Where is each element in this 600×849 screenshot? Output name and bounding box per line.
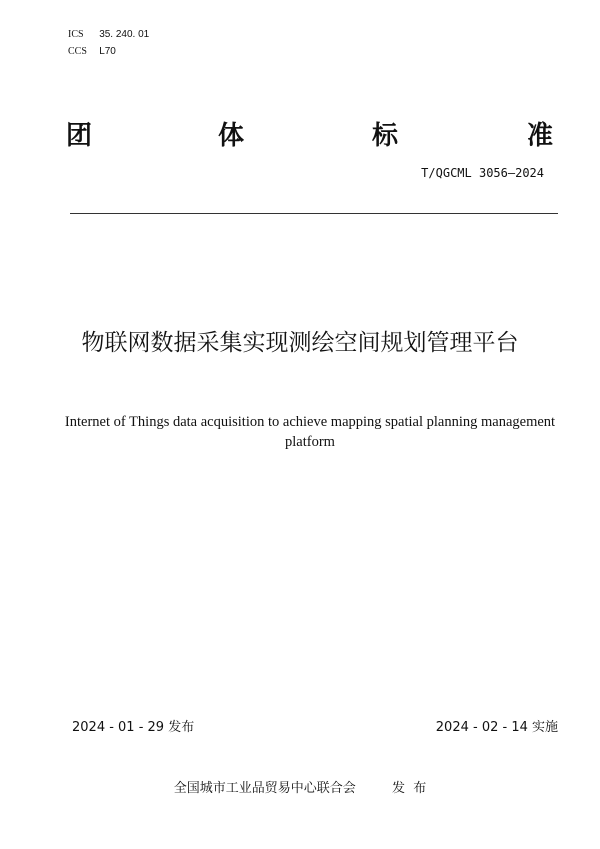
ics-value: 35. 240. 01: [99, 29, 150, 40]
issuer-name: 全国城市工业品贸易中心联合会: [173, 781, 356, 796]
document-title-en: Internet of Things data acquisition to achieve mapping spatial planning management platform: [64, 414, 556, 450]
ics-line: [68, 29, 149, 40]
ics-label: ICS: [68, 29, 84, 40]
document-title-zh: 物联网数据采集实现测绘空间规划管理平台: [81, 330, 519, 356]
publish-date: 2024 - 01 - 29 发布: [72, 720, 195, 735]
issuer: [0, 777, 600, 796]
header-divider: [70, 213, 558, 214]
standard-code: T/QGCML 3056—2024: [421, 166, 544, 180]
standard-type-char-4: 准: [527, 121, 554, 151]
ccs-value: L70: [99, 46, 116, 57]
standard-type-char-1: 团: [66, 121, 93, 151]
standard-type-char-2: 体: [218, 121, 245, 151]
effective-date: 2024 - 02 - 14 实施: [435, 720, 558, 735]
ccs-label: CCS: [68, 46, 87, 57]
standard-type-char-3: 标: [372, 121, 399, 151]
issuer-action: 发 布: [392, 781, 427, 796]
ccs-line: [68, 46, 116, 57]
